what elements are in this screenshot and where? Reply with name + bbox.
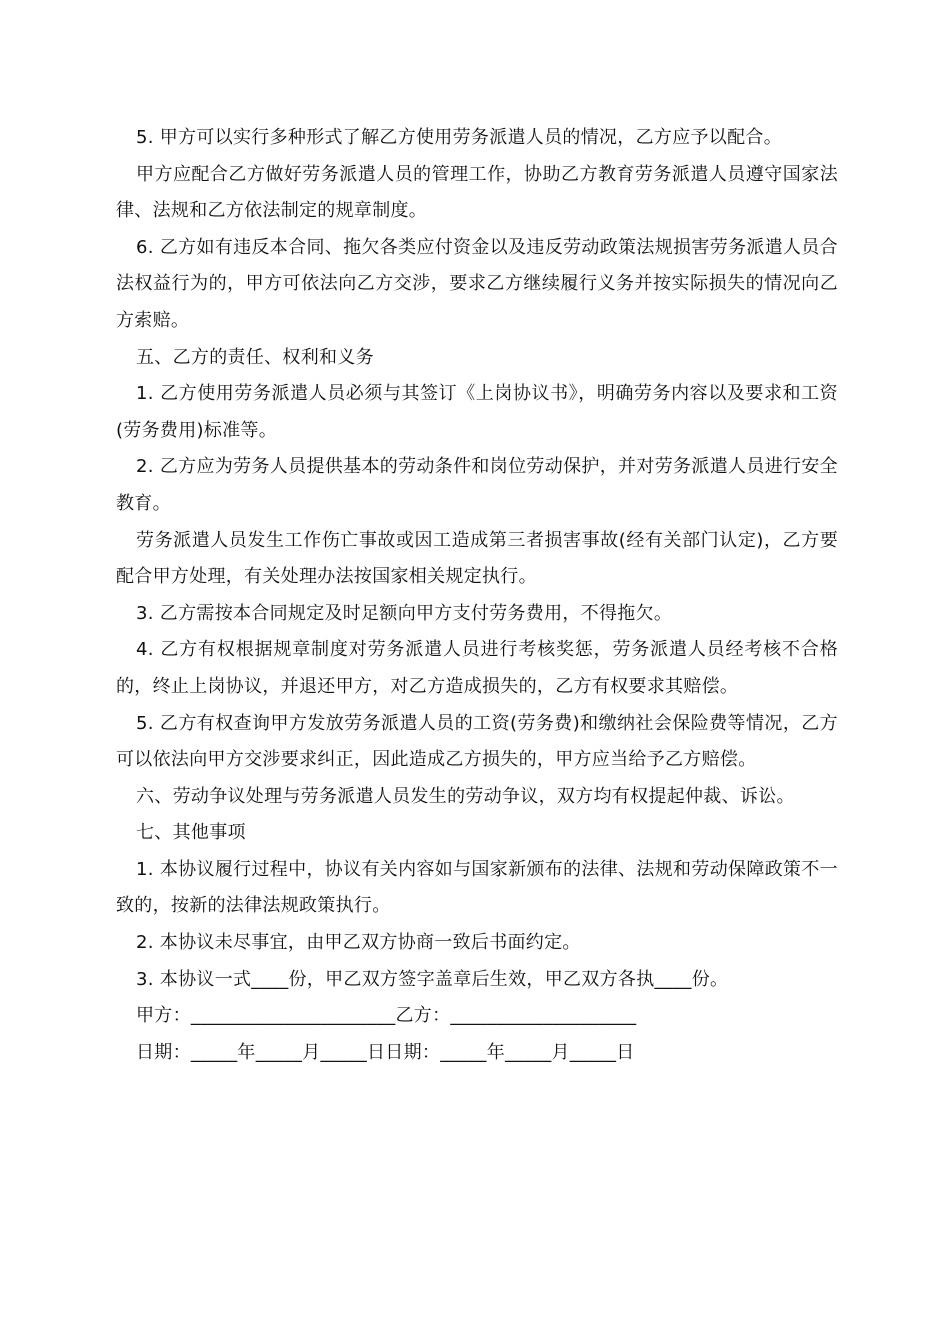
paragraph-7: 劳务派遣人员发生工作伤亡事故或因工造成第三者损害事故(经有关部门认定)，乙方要配合甲方处理，有关处理办法按国家相关规定执行。 xyxy=(116,529,838,588)
section-heading-5: 五、乙方的责任、权利和义务 xyxy=(136,346,374,368)
paragraph-15: 3. 本协议一式____份，甲乙双方签字盖章后生效，甲乙双方各执____份。 xyxy=(136,968,729,990)
signature-line: 甲方：______________________乙方：____________________ xyxy=(136,1005,637,1027)
date-line: 日期：_____年_____月_____日日期：_____年_____月_____日 xyxy=(136,1041,635,1063)
contract-body xyxy=(116,120,838,1071)
paragraph-9: 4. 乙方有权根据规章制度对劳务派遣人员进行考核奖惩，劳务派遣人员经考核不合格的，终止上岗协议，并退还甲方，对乙方造成损失的，乙方有权要求其赔偿。 xyxy=(116,639,838,697)
paragraph-3: 6. 乙方如有违反本合同、拖欠各类应付资金以及违反劳动政策法规损害劳务派遣人员合法权益行为的，甲方可依法向乙方交涉，要求乙方继续履行义务并按实际损失的情况向乙方索赔。 xyxy=(116,236,838,331)
paragraph-1: 5. 甲方可以实行多种形式了解乙方使用劳务派遣人员的情况，乙方应予以配合。 xyxy=(136,127,782,148)
paragraph-14: 2. 本协议未尽事宜，由甲乙双方协商一致后书面约定。 xyxy=(136,932,581,954)
paragraph-13: 1. 本协议履行过程中，协议有关内容如与国家新颁布的法律、法规和劳动保障政策不一致的，按新的法律法规政策执行。 xyxy=(116,858,838,917)
paragraph-10: 5. 乙方有权查询甲方发放劳务派遣人员的工资(劳务费)和缴纳社会保险费等情况，乙方可以依法向甲方交涉要求纠正，因此造成乙方损失的，甲方应当给予乙方赔偿。 xyxy=(116,712,838,771)
paragraph-2: 甲方应配合乙方做好劳务派遣人员的管理工作，协助乙方教育劳务派遣人员遵守国家法律、法规和乙方依法制定的规章制度。 xyxy=(116,163,838,222)
paragraph-8: 3. 乙方需按本合同规定及时足额向甲方支付劳务费用，不得拖欠。 xyxy=(136,602,673,624)
section-heading-6: 六、劳动争议处理与劳务派遣人员发生的劳动争议，双方均有权提起仲裁、诉讼。 xyxy=(136,785,795,807)
paragraph-5: 1. 乙方使用劳务派遣人员必须与其签订《上岗协议书》，明确劳务内容以及要求和工资(劳务费用)标准等。 xyxy=(116,383,838,441)
section-heading-7: 七、其他事项 xyxy=(136,822,246,844)
paragraph-6: 2. 乙方应为劳务人员提供基本的劳动条件和岗位劳动保护，并对劳务派遣人员进行安全教育。 xyxy=(116,456,838,514)
